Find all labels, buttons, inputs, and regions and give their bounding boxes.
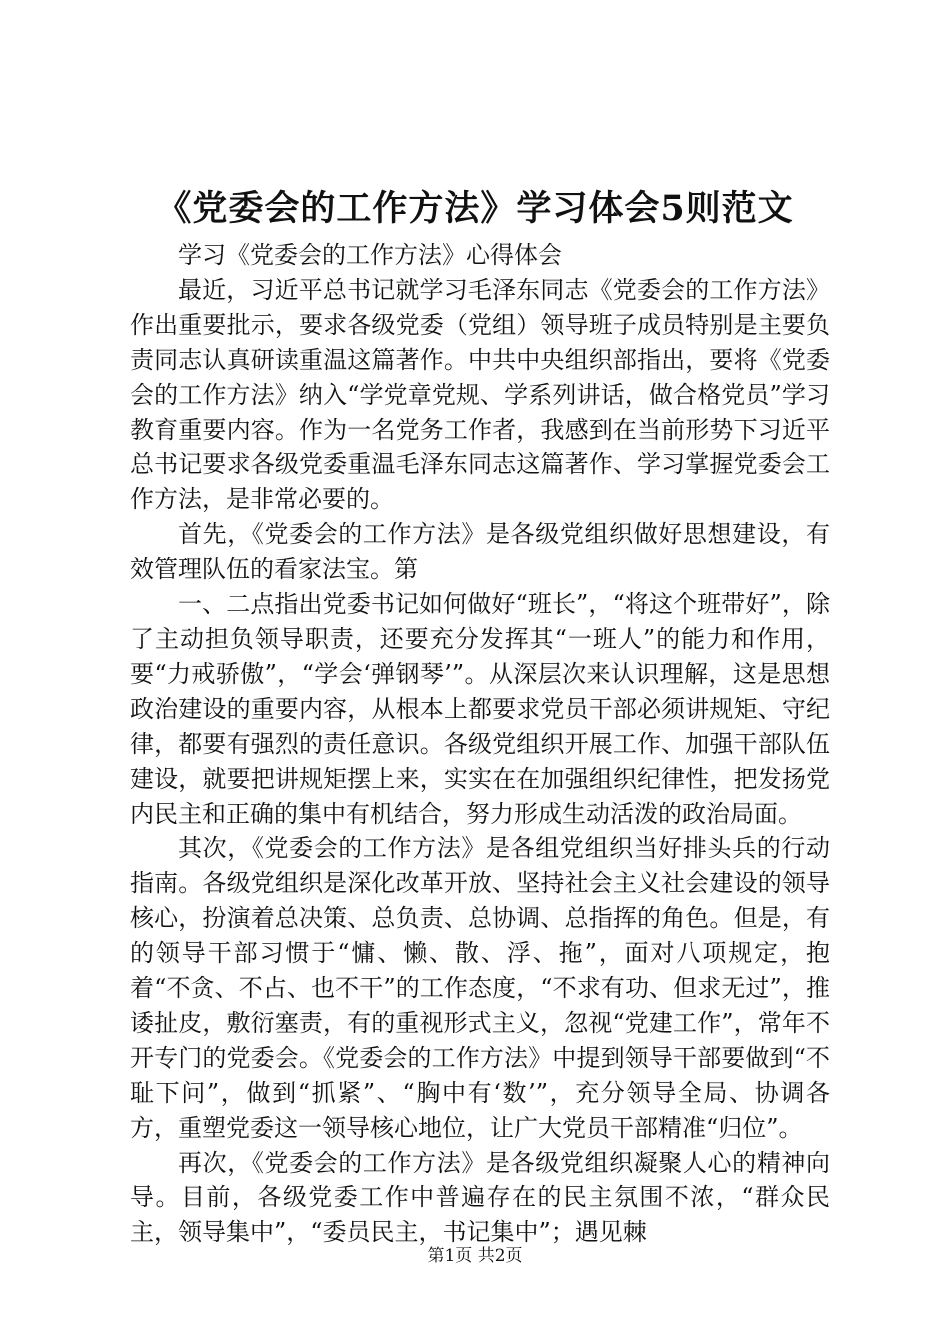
- paragraph-subtitle: 学习《党委会的工作方法》心得体会: [178, 241, 562, 269]
- page-footer: 第1页 共2页: [427, 1246, 523, 1266]
- document-title: 《党委会的工作方法》学习体会5则范文: [156, 188, 794, 229]
- paragraph: 最近，习近平总书记就学习毛泽东同志《党委会的工作方法》作出重要批示，要求各级党委（党组）领导班子成员特别是主要负责同志认真研读重温这篇著作。中共中央组织部指出，要将《党委会的工作方法》纳入“学党章党规、学系列讲话，做合格党员”学习教育重要内容。作为一名党务工作者，我感到在当前形势下习近平总书记要求各级党委重温毛泽东同志这篇著作、学习掌握党委会工作方法，是非常必要的。: [130, 275, 830, 514]
- paragraph: 其次，《党委会的工作方法》是各组党组织当好排头兵的行动指南。各级党组织是深化改革开放、坚持社会主义社会建设的领导核心，扮演着总决策、总负责、总协调、总指挥的角色。但是，有的领导干部习惯于“慵、懒、散、浮、拖”，面对八项规定，抱着“不贪、不占、也不干”的工作态度，“不求有功、但求无过”，推诿扯皮，敷衍塞责，有的重视形式主义，忽视“党建工作”，常年不开专门的党委会。《党委会的工作方法》中提到领导干部要做到“不耻下问”，做到“抓紧”、“胸中有‘数’”，充分领导全局、协调各方，重塑党委这一领导核心地位，让广大党员干部精准“归位”。: [130, 834, 830, 1142]
- paragraph: 再次，《党委会的工作方法》是各级党组织凝聚人心的精神向导。目前，各级党委工作中普遍存在的民主氛围不浓，“群众民主，领导集中”，“委员民主，书记集中”；遇见棘: [130, 1148, 830, 1247]
- document-body: [130, 238, 830, 1250]
- paragraph: 一、二点指出党委书记如何做好“班长”，“将这个班带好”，除了主动担负领导职责，还要充分发挥其“一班人”的能力和作用，要“力戒骄傲”，“学会‘弹钢琴’”。从深层次来认识理解，这是思想政治建设的重要内容，从根本上都要求党员干部必须讲规矩、守纪律，都要有强烈的责任意识。各级党组织开展工作、加强干部队伍建设，就要把讲规矩摆上来，实实在在加强组织纪律性，把发扬党内民主和正确的集中有机结合，努力形成生动活泼的政治局面。: [130, 590, 830, 828]
- paragraph: 首先，《党委会的工作方法》是各级党组织做好思想建设，有效管理队伍的看家法宝。第: [130, 520, 830, 584]
